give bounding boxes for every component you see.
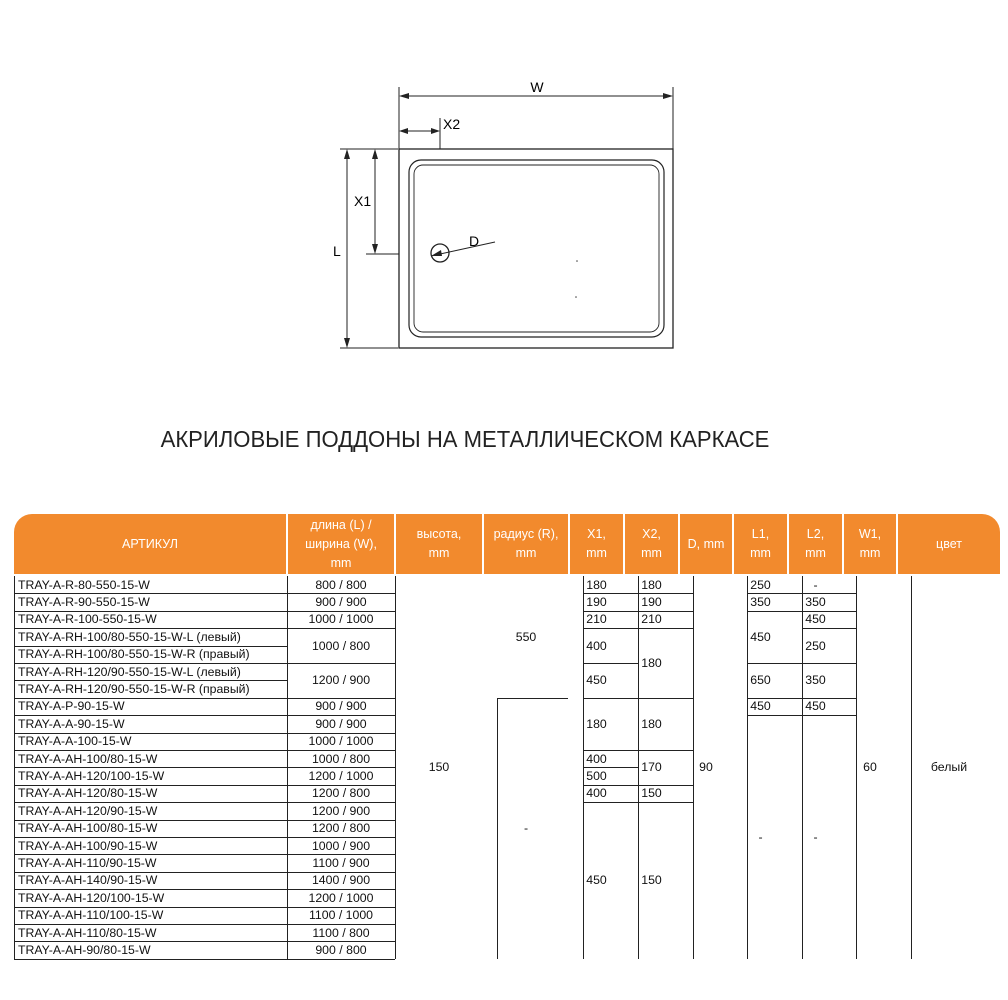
color-cell: белый (930, 760, 968, 775)
l1-cell: 450 (750, 699, 771, 714)
article-cell: TRAY-A-AH-140/90-15-W (18, 873, 158, 888)
header-d: D, mm (680, 514, 732, 574)
article-cell: TRAY-A-AH-120/90-15-W (18, 803, 158, 818)
x1-cell: 210 (586, 612, 607, 627)
l2-cell: 350 (805, 595, 826, 610)
x1-cell: 400 (586, 751, 607, 766)
article-cell: TRAY-A-P-90-15-W (18, 699, 125, 714)
radius-cell: 550 (515, 629, 537, 644)
header-l1: L1, mm (734, 514, 787, 574)
x2-cell: 170 (641, 760, 662, 775)
x1-cell: 450 (586, 673, 607, 688)
size-cell: 1200 / 900 (311, 673, 371, 688)
x1-dimension-label: X1 (354, 193, 372, 209)
size-cell: 1000 / 900 (311, 838, 371, 853)
x2-cell: 190 (641, 595, 662, 610)
article-cell: TRAY-A-R-80-550-15-W (18, 577, 150, 592)
l1-cell: 350 (750, 595, 771, 610)
l1-cell: 250 (750, 577, 771, 592)
w1-cell: 60 (863, 760, 877, 775)
size-cell: 1100 / 1000 (308, 908, 374, 923)
height-cell: 150 (428, 760, 450, 775)
header-color: цвет (898, 514, 1000, 574)
l1-cell: 450 (750, 629, 771, 644)
size-cell: 1200 / 1000 (308, 890, 374, 905)
article-cell: TRAY-A-AH-120/80-15-W (18, 786, 158, 801)
x1-cell: 400 (586, 638, 607, 653)
radius-cell: - (523, 821, 529, 836)
size-cell: 1100 / 800 (312, 925, 370, 940)
x2-cell: 150 (641, 873, 662, 888)
article-cell: TRAY-A-R-100-550-15-W (18, 612, 157, 627)
x2-cell: 180 (641, 716, 662, 731)
size-cell: 800 / 800 (315, 577, 367, 592)
size-cell: 1000 / 800 (311, 638, 371, 653)
article-cell: TRAY-A-A-90-15-W (18, 716, 125, 731)
size-cell: 1200 / 800 (311, 786, 371, 801)
size-cell: 900 / 800 (315, 943, 367, 958)
w-dimension-label: W (530, 79, 544, 95)
x2-cell: 150 (641, 786, 662, 801)
header-article: АРТИКУЛ (14, 514, 286, 574)
x1-cell: 500 (586, 769, 607, 784)
l2-cell: 250 (805, 638, 826, 653)
x1-cell: 180 (586, 577, 607, 592)
l1-cell: - (758, 829, 763, 844)
x2-cell: 180 (641, 577, 662, 592)
article-cell: TRAY-A-AH-110/90-15-W (18, 856, 157, 871)
page-title: АКРИЛОВЫЕ ПОДДОНЫ НА МЕТАЛЛИЧЕСКОМ КАРКАСЕ (160, 426, 770, 452)
x1-cell: 180 (586, 716, 607, 731)
x1-cell: 400 (586, 786, 607, 801)
article-cell: TRAY-A-AH-100/80-15-W (18, 821, 158, 836)
header-x1: X1, mm (570, 514, 623, 574)
header-w1: W1, mm (844, 514, 896, 574)
article-cell: TRAY-A-AH-90/80-15-W (18, 943, 151, 958)
article-cell: TRAY-A-AH-110/80-15-W (18, 925, 157, 940)
x2-dimension-label: X2 (443, 116, 461, 132)
l2-cell: 350 (805, 673, 826, 688)
article-cell: TRAY-A-RH-120/90-550-15-W-L (левый) (18, 664, 241, 679)
header-x2: X2, mm (625, 514, 678, 574)
header-radius: радиус (R), mm (484, 514, 568, 574)
l1-cell: 650 (750, 673, 771, 688)
l2-cell: - (813, 577, 818, 592)
l2-cell: 450 (805, 699, 826, 714)
x2-cell: 210 (641, 612, 662, 627)
x2-cell: 180 (641, 655, 662, 670)
x1-cell: 190 (586, 595, 607, 610)
article-cell: TRAY-A-RH-100/80-550-15-W-R (правый) (18, 647, 250, 662)
size-cell: 1000 / 1000 (308, 612, 374, 627)
article-cell: TRAY-A-AH-120/100-15-W (18, 769, 165, 784)
header-l2: L2, mm (789, 514, 842, 574)
size-cell: 1200 / 900 (311, 803, 371, 818)
l2-cell: - (813, 829, 818, 844)
article-cell: TRAY-A-AH-100/90-15-W (18, 838, 158, 853)
size-cell: 900 / 900 (315, 699, 367, 714)
size-cell: 900 / 900 (315, 595, 367, 610)
article-cell: TRAY-A-RH-100/80-550-15-W-L (левый) (18, 629, 241, 644)
l2-cell: 450 (805, 612, 826, 627)
article-cell: TRAY-A-R-90-550-15-W (18, 595, 150, 610)
article-cell: TRAY-A-A-100-15-W (18, 734, 132, 749)
size-cell: 1000 / 1000 (308, 734, 374, 749)
size-cell: 1100 / 900 (312, 856, 370, 871)
size-cell: 1200 / 1000 (308, 769, 374, 784)
header-size: длина (L) / ширина (W), mm (288, 514, 394, 574)
shower-tray-diagram (0, 0, 1008, 410)
size-cell: 1000 / 800 (311, 751, 371, 766)
article-cell: TRAY-A-AH-100/80-15-W (18, 751, 158, 766)
header-height: высота, mm (396, 514, 482, 574)
product-table (14, 514, 1000, 962)
size-cell: 900 / 900 (315, 716, 367, 731)
d-cell: 90 (699, 760, 713, 775)
article-cell: TRAY-A-AH-110/100-15-W (18, 908, 164, 923)
size-cell: 1200 / 800 (311, 821, 371, 836)
l-dimension-label: L (333, 243, 341, 259)
d-dimension-label: D (469, 233, 480, 249)
article-cell: TRAY-A-AH-120/100-15-W (18, 890, 165, 905)
article-cell: TRAY-A-RH-120/90-550-15-W-R (правый) (18, 682, 250, 697)
size-cell: 1400 / 900 (311, 873, 371, 888)
x1-cell: 450 (586, 873, 607, 888)
